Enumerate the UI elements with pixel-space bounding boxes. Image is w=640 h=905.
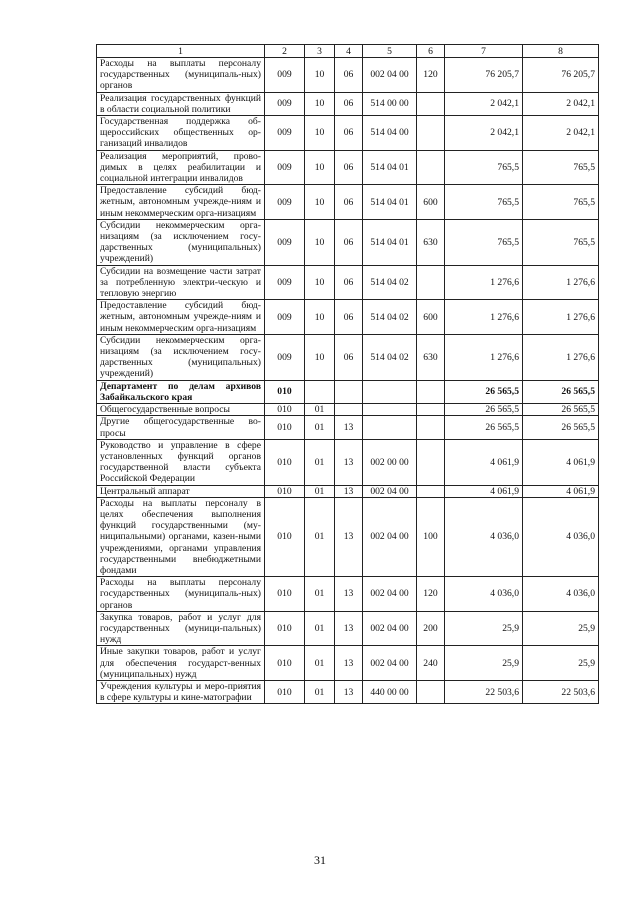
row-amount: 26 565,5 <box>445 404 523 416</box>
row-amount-total: 4 036,0 <box>523 577 599 612</box>
row-name: Реализация государственных функций в области социальной политики <box>97 92 265 115</box>
row-amount-total: 26 565,5 <box>523 404 599 416</box>
table-row <box>97 300 599 335</box>
row-target-article: 440 00 00 <box>363 680 417 703</box>
budget-table <box>96 44 599 704</box>
row-target-article: 002 04 00 <box>363 485 417 497</box>
table-row <box>97 58 599 93</box>
table-row <box>97 185 599 220</box>
row-amount: 25,9 <box>445 646 523 681</box>
table-row <box>97 116 599 151</box>
row-expense-type: 100 <box>417 497 445 576</box>
row-section: 10 <box>305 58 335 93</box>
table-row <box>97 219 599 265</box>
table-row <box>97 404 599 416</box>
page-number: 31 <box>314 853 326 867</box>
row-code: 009 <box>265 219 305 265</box>
row-expense-type: 600 <box>417 185 445 220</box>
row-target-article: 002 04 00 <box>363 646 417 681</box>
row-subsection: 13 <box>335 611 363 646</box>
table-row <box>97 92 599 115</box>
row-section: 10 <box>305 300 335 335</box>
row-name: Закупка товаров, работ и услуг для государственных (муници-пальных) нужд <box>97 611 265 646</box>
row-subsection: 06 <box>335 92 363 115</box>
row-amount: 765,5 <box>445 150 523 185</box>
row-code: 010 <box>265 497 305 576</box>
table-row <box>97 439 599 485</box>
row-name: Департамент по делам архивов Забайкальского края <box>97 380 265 403</box>
row-amount: 1 276,6 <box>445 265 523 300</box>
row-target-article: 002 04 00 <box>363 497 417 576</box>
row-name: Субсидии некоммерческим орга-низациям (за исключением госу-дарственных (муниципальных) учреждений) <box>97 219 265 265</box>
row-amount: 1 276,6 <box>445 334 523 380</box>
row-section: 01 <box>305 680 335 703</box>
row-subsection: 06 <box>335 265 363 300</box>
row-expense-type <box>417 92 445 115</box>
row-subsection: 06 <box>335 300 363 335</box>
table-row <box>97 265 599 300</box>
row-subsection: 06 <box>335 219 363 265</box>
row-expense-type: 240 <box>417 646 445 681</box>
row-target-article: 514 04 02 <box>363 265 417 300</box>
table-row <box>97 380 599 403</box>
row-subsection: 06 <box>335 58 363 93</box>
row-expense-type <box>417 380 445 403</box>
row-name: Субсидии некоммерческим орга-низациям (за исключением госу-дарственных (муниципальных) учреждений) <box>97 334 265 380</box>
row-subsection: 06 <box>335 334 363 380</box>
row-name: Руководство и управление в сфере установленных функций органов государственной власти субъекта Российской Федерации <box>97 439 265 485</box>
row-amount: 4 061,9 <box>445 439 523 485</box>
table-row <box>97 680 599 703</box>
row-amount: 4 036,0 <box>445 497 523 576</box>
row-expense-type: 630 <box>417 334 445 380</box>
row-target-article <box>363 404 417 416</box>
table-row <box>97 646 599 681</box>
row-amount-total: 22 503,6 <box>523 680 599 703</box>
row-target-article <box>363 416 417 439</box>
row-subsection: 06 <box>335 116 363 151</box>
row-name: Расходы на выплаты персоналу в целях обеспечения выполнения функций государственными (му-ниципальными) органами, казен-ными учреждениями, органами управления государственными внебюджетными фондами <box>97 497 265 576</box>
row-section: 10 <box>305 219 335 265</box>
row-code: 009 <box>265 185 305 220</box>
row-name: Субсидии на возмещение части затрат за потребленную электри-ческую и тепловую энергию <box>97 265 265 300</box>
row-expense-type <box>417 150 445 185</box>
row-expense-type: 120 <box>417 58 445 93</box>
row-name: Другие общегосударственные во-просы <box>97 416 265 439</box>
row-amount-total: 765,5 <box>523 219 599 265</box>
row-target-article: 514 04 02 <box>363 334 417 380</box>
row-amount-total: 76 205,7 <box>523 58 599 93</box>
row-code: 009 <box>265 265 305 300</box>
table-row <box>97 611 599 646</box>
row-code: 010 <box>265 611 305 646</box>
row-section: 01 <box>305 485 335 497</box>
column-header: 7 <box>445 45 523 58</box>
row-code: 010 <box>265 380 305 403</box>
row-section <box>305 380 335 403</box>
column-header: 1 <box>97 45 265 58</box>
row-code: 009 <box>265 116 305 151</box>
row-name: Общегосударственные вопросы <box>97 404 265 416</box>
row-expense-type: 630 <box>417 219 445 265</box>
row-name: Предоставление субсидий бюд-жетным, автономным учрежде-ниям и иным некоммерческим орга-низациям <box>97 185 265 220</box>
row-name: Расходы на выплаты персоналу государственных (муниципаль-ных) органов <box>97 58 265 93</box>
row-section: 10 <box>305 265 335 300</box>
row-amount-total: 4 061,9 <box>523 439 599 485</box>
row-amount: 2 042,1 <box>445 116 523 151</box>
row-name: Реализация мероприятий, прово-димых в целях реабилитации и социальной интеграции инвалидов <box>97 150 265 185</box>
column-header: 5 <box>363 45 417 58</box>
row-name: Центральный аппарат <box>97 485 265 497</box>
row-code: 009 <box>265 150 305 185</box>
table-row <box>97 497 599 576</box>
row-name: Расходы на выплаты персоналу государственных (муниципаль-ных) органов <box>97 577 265 612</box>
row-subsection: 13 <box>335 439 363 485</box>
row-code: 009 <box>265 300 305 335</box>
row-section: 01 <box>305 577 335 612</box>
row-amount: 2 042,1 <box>445 92 523 115</box>
row-amount: 765,5 <box>445 219 523 265</box>
row-section: 10 <box>305 150 335 185</box>
row-target-article: 514 04 02 <box>363 300 417 335</box>
row-subsection: 06 <box>335 185 363 220</box>
row-amount-total: 26 565,5 <box>523 380 599 403</box>
row-subsection: 13 <box>335 680 363 703</box>
row-target-article: 514 04 01 <box>363 150 417 185</box>
row-section: 10 <box>305 334 335 380</box>
row-amount-total: 1 276,6 <box>523 265 599 300</box>
row-section: 01 <box>305 497 335 576</box>
row-code: 010 <box>265 646 305 681</box>
table-row <box>97 416 599 439</box>
row-code: 010 <box>265 439 305 485</box>
row-target-article <box>363 380 417 403</box>
row-amount-total: 4 036,0 <box>523 497 599 576</box>
row-amount-total: 4 061,9 <box>523 485 599 497</box>
row-subsection: 06 <box>335 150 363 185</box>
row-target-article: 002 00 00 <box>363 439 417 485</box>
row-expense-type <box>417 439 445 485</box>
row-amount: 22 503,6 <box>445 680 523 703</box>
row-expense-type <box>417 116 445 151</box>
column-header: 3 <box>305 45 335 58</box>
row-code: 010 <box>265 577 305 612</box>
row-amount: 1 276,6 <box>445 300 523 335</box>
row-target-article: 514 04 00 <box>363 116 417 151</box>
row-section: 01 <box>305 611 335 646</box>
row-expense-type: 200 <box>417 611 445 646</box>
row-amount-total: 25,9 <box>523 646 599 681</box>
row-expense-type: 600 <box>417 300 445 335</box>
row-expense-type <box>417 485 445 497</box>
row-amount-total: 25,9 <box>523 611 599 646</box>
row-amount-total: 765,5 <box>523 150 599 185</box>
column-header: 6 <box>417 45 445 58</box>
row-expense-type <box>417 416 445 439</box>
row-expense-type <box>417 404 445 416</box>
row-subsection: 13 <box>335 416 363 439</box>
row-subsection: 13 <box>335 497 363 576</box>
row-amount: 765,5 <box>445 185 523 220</box>
row-name: Учреждения культуры и меро-приятия в сфере культуры и кине-матографии <box>97 680 265 703</box>
row-subsection: 13 <box>335 577 363 612</box>
row-code: 010 <box>265 485 305 497</box>
row-section: 10 <box>305 92 335 115</box>
row-target-article: 514 00 00 <box>363 92 417 115</box>
row-amount-total: 2 042,1 <box>523 92 599 115</box>
row-section: 10 <box>305 116 335 151</box>
row-name: Иные закупки товаров, работ и услуг для обеспечения государст-венных (муниципальных) нужд <box>97 646 265 681</box>
table-row <box>97 334 599 380</box>
column-header: 8 <box>523 45 599 58</box>
row-section: 01 <box>305 439 335 485</box>
row-amount-total: 2 042,1 <box>523 116 599 151</box>
row-name: Государственная поддержка об-щероссийских общественных ор-ганизаций инвалидов <box>97 116 265 151</box>
row-section: 01 <box>305 646 335 681</box>
row-amount: 4 061,9 <box>445 485 523 497</box>
row-amount-total: 1 276,6 <box>523 300 599 335</box>
row-amount: 4 036,0 <box>445 577 523 612</box>
row-amount: 26 565,5 <box>445 416 523 439</box>
row-amount: 26 565,5 <box>445 380 523 403</box>
row-amount-total: 1 276,6 <box>523 334 599 380</box>
row-amount: 25,9 <box>445 611 523 646</box>
column-header: 2 <box>265 45 305 58</box>
row-amount: 76 205,7 <box>445 58 523 93</box>
row-subsection <box>335 404 363 416</box>
row-target-article: 514 04 01 <box>363 185 417 220</box>
row-subsection <box>335 380 363 403</box>
row-expense-type <box>417 265 445 300</box>
row-code: 010 <box>265 404 305 416</box>
table-row <box>97 150 599 185</box>
row-section: 01 <box>305 404 335 416</box>
row-target-article: 002 04 00 <box>363 577 417 612</box>
row-code: 009 <box>265 92 305 115</box>
row-section: 01 <box>305 416 335 439</box>
column-header: 4 <box>335 45 363 58</box>
row-target-article: 002 04 00 <box>363 611 417 646</box>
row-section: 10 <box>305 185 335 220</box>
header-row <box>97 45 599 58</box>
row-code: 009 <box>265 334 305 380</box>
row-expense-type: 120 <box>417 577 445 612</box>
row-amount-total: 765,5 <box>523 185 599 220</box>
row-amount-total: 26 565,5 <box>523 416 599 439</box>
row-name: Предоставление субсидий бюд-жетным, автономным учрежде-ниям и иным некоммерческим орга-низациям <box>97 300 265 335</box>
row-subsection: 13 <box>335 646 363 681</box>
row-expense-type <box>417 680 445 703</box>
table-row <box>97 485 599 497</box>
row-target-article: 002 04 00 <box>363 58 417 93</box>
table-row <box>97 577 599 612</box>
row-code: 009 <box>265 58 305 93</box>
row-code: 010 <box>265 680 305 703</box>
row-subsection: 13 <box>335 485 363 497</box>
row-target-article: 514 04 01 <box>363 219 417 265</box>
row-code: 010 <box>265 416 305 439</box>
